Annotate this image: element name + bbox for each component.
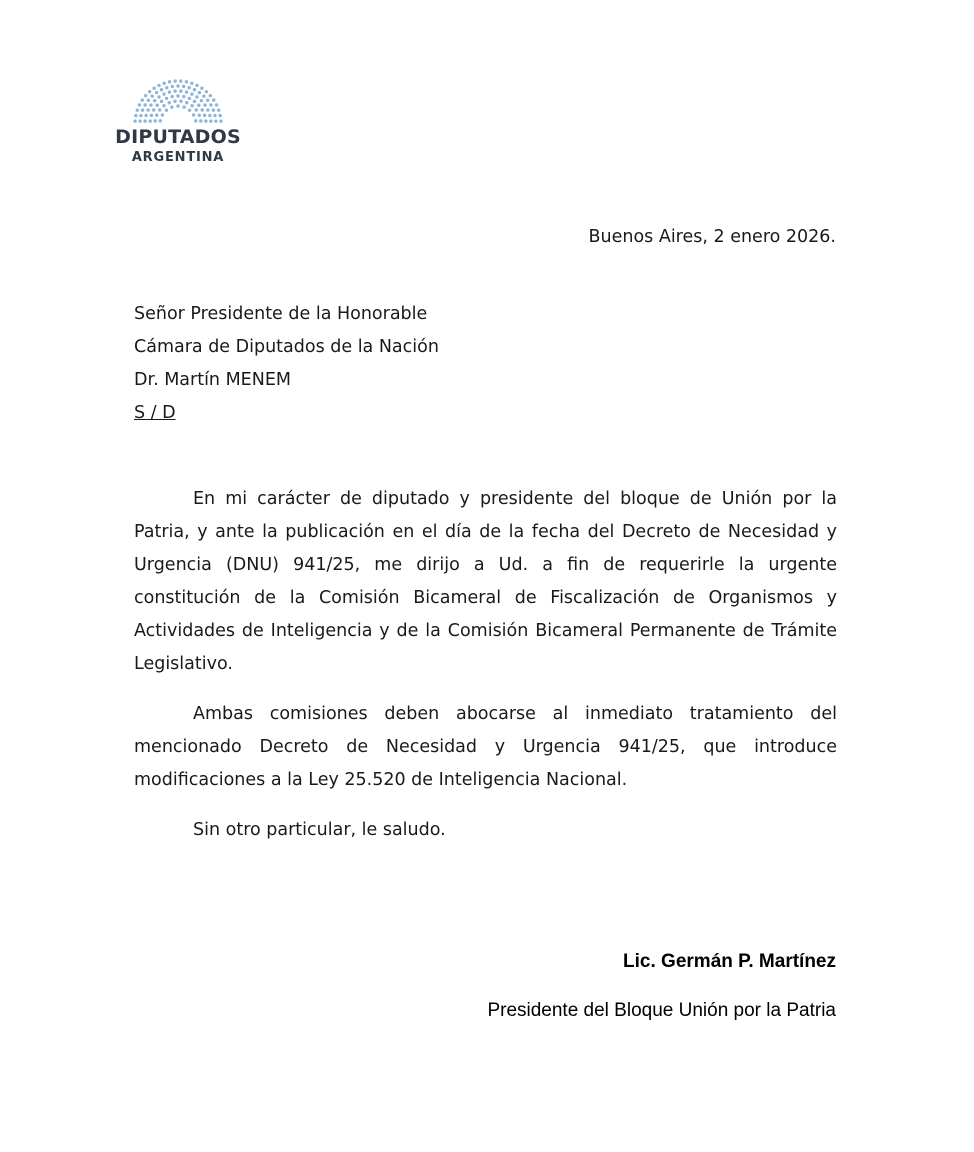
- seat-dot: [195, 95, 198, 98]
- seat-dot: [195, 84, 198, 87]
- seat-dot: [209, 103, 212, 106]
- seat-dot: [176, 104, 179, 107]
- seat-dot: [213, 114, 216, 117]
- seat-dot: [198, 91, 201, 94]
- seat-dot: [219, 119, 222, 122]
- seat-dot: [182, 105, 185, 108]
- seat-dot: [173, 89, 176, 92]
- seat-dot: [134, 114, 137, 117]
- seat-dot: [192, 113, 195, 116]
- seat-dot: [148, 90, 151, 93]
- seat-dot: [168, 101, 171, 104]
- seat-dot: [144, 114, 147, 117]
- seat-dot: [153, 99, 156, 102]
- seat-dot: [198, 114, 201, 117]
- seat-dot: [168, 80, 171, 83]
- seat-dot: [201, 108, 204, 111]
- seat-dot: [190, 92, 193, 95]
- seat-dot: [188, 86, 191, 89]
- seat-dot: [182, 85, 185, 88]
- body-paragraph: Ambas comisiones deben abocarse al inmediato tratamiento del mencionado Decreto de Necesidad y Urgencia 941/25, que introduce modificaciones a la Ley 25.520 de Inteligencia Nacional.: [134, 704, 837, 790]
- closing-paragraph: Sin otro particular, le saludo.: [193, 820, 446, 840]
- seat-dot: [193, 88, 196, 91]
- seat-dot: [141, 108, 144, 111]
- seat-dot: [218, 114, 221, 117]
- seat-dot: [176, 94, 179, 97]
- seat-dot: [179, 89, 182, 92]
- signature-name: Lic. Germán P. Martínez: [623, 951, 836, 972]
- seat-dot: [150, 94, 153, 97]
- recipient-line: Dr. Martín MENEM: [134, 370, 291, 390]
- seat-dot: [173, 79, 176, 82]
- seat-dot: [162, 104, 165, 107]
- seat-dot: [157, 84, 160, 87]
- body-paragraph: En mi carácter de diputado y presidente del bloque de Unión por la Patria, y ante la publicación en el día de la fecha del Decreto de Necesidad y Urgencia (DNU) 941/25, me dirijo a Ud. a fin de requerirle la urgente constitución de la Comisión Bicameral de Fiscalización de Organismos y Actividades de Inteligencia y de la Comisión Bicameral Permanente de Trámite Legislativo.: [134, 489, 837, 674]
- seat-dot: [138, 103, 141, 106]
- seat-dot: [202, 94, 205, 97]
- seat-dot: [146, 108, 149, 111]
- seat-dot: [170, 105, 173, 108]
- seat-dot: [155, 104, 158, 107]
- seat-dot: [204, 119, 207, 122]
- seat-dot: [154, 119, 157, 122]
- seat-dot: [217, 108, 220, 111]
- seat-dot: [179, 100, 182, 103]
- seat-dot: [161, 113, 164, 116]
- seat-dot: [206, 99, 209, 102]
- recipient-block: [134, 301, 439, 433]
- seat-dot: [176, 84, 179, 87]
- seat-dot: [197, 104, 200, 107]
- recipient-line: Cámara de Diputados de la Nación: [134, 337, 439, 357]
- seat-dot: [190, 104, 193, 107]
- seat-dot: [203, 114, 206, 117]
- seat-dot: [203, 103, 206, 106]
- seat-dot: [185, 101, 188, 104]
- seat-dot: [141, 98, 144, 101]
- seat-dot: [200, 87, 203, 90]
- chamber-seats-icon: [126, 78, 230, 124]
- diputados-logo: [112, 78, 242, 170]
- seat-dot: [208, 114, 211, 117]
- logo-subtitle: ARGENTINA: [131, 150, 225, 165]
- seat-dot: [158, 108, 161, 111]
- signature-role: Presidente del Bloque Unión por la Patria: [487, 1000, 836, 1021]
- seat-dot: [152, 87, 155, 90]
- seat-dot: [165, 86, 168, 89]
- seat-dot: [149, 103, 152, 106]
- seat-dot: [139, 114, 142, 117]
- seat-dot: [193, 100, 196, 103]
- recipient-salutation: S / D: [134, 403, 176, 423]
- seat-dot: [144, 94, 147, 97]
- seat-dot: [155, 114, 158, 117]
- seat-dot: [152, 108, 155, 111]
- seat-dot: [138, 119, 141, 122]
- date-line: Buenos Aires, 2 enero 2026.: [588, 227, 836, 247]
- seat-dot: [133, 119, 136, 122]
- seat-dot: [165, 97, 168, 100]
- logo-title: DIPUTADOS: [115, 126, 241, 148]
- seat-dot: [190, 82, 193, 85]
- seat-dot: [160, 100, 163, 103]
- seat-dot: [143, 103, 146, 106]
- seat-dot: [150, 114, 153, 117]
- seat-dot: [185, 80, 188, 83]
- seat-dot: [209, 119, 212, 122]
- seat-dot: [215, 103, 218, 106]
- seat-dot: [200, 99, 203, 102]
- seat-dot: [194, 119, 197, 122]
- seat-dot: [162, 92, 165, 95]
- seat-dot: [205, 90, 208, 93]
- seat-dot: [143, 119, 146, 122]
- seat-dot: [182, 95, 185, 98]
- seat-dot: [171, 85, 174, 88]
- seat-dot: [212, 108, 215, 111]
- seat-dot: [173, 100, 176, 103]
- seat-dot: [179, 79, 182, 82]
- seat-dot: [209, 94, 212, 97]
- seat-dot: [188, 97, 191, 100]
- seat-dot: [148, 119, 151, 122]
- seat-dot: [160, 88, 163, 91]
- recipient-line: Señor Presidente de la Honorable: [134, 304, 428, 324]
- seat-dot: [188, 109, 191, 112]
- seat-dot: [185, 90, 188, 93]
- seat-dot: [159, 119, 162, 122]
- seat-dot: [165, 109, 168, 112]
- seat-dot: [147, 99, 150, 102]
- seat-dot: [195, 108, 198, 111]
- seat-dot: [162, 82, 165, 85]
- seat-dot: [157, 95, 160, 98]
- letter-body: [134, 483, 837, 864]
- seat-dot: [199, 119, 202, 122]
- seat-dot: [155, 91, 158, 94]
- seat-dot: [212, 98, 215, 101]
- seat-dot: [214, 119, 217, 122]
- seat-dot: [168, 90, 171, 93]
- seat-dot: [170, 95, 173, 98]
- seat-dot: [136, 108, 139, 111]
- seat-dot: [206, 108, 209, 111]
